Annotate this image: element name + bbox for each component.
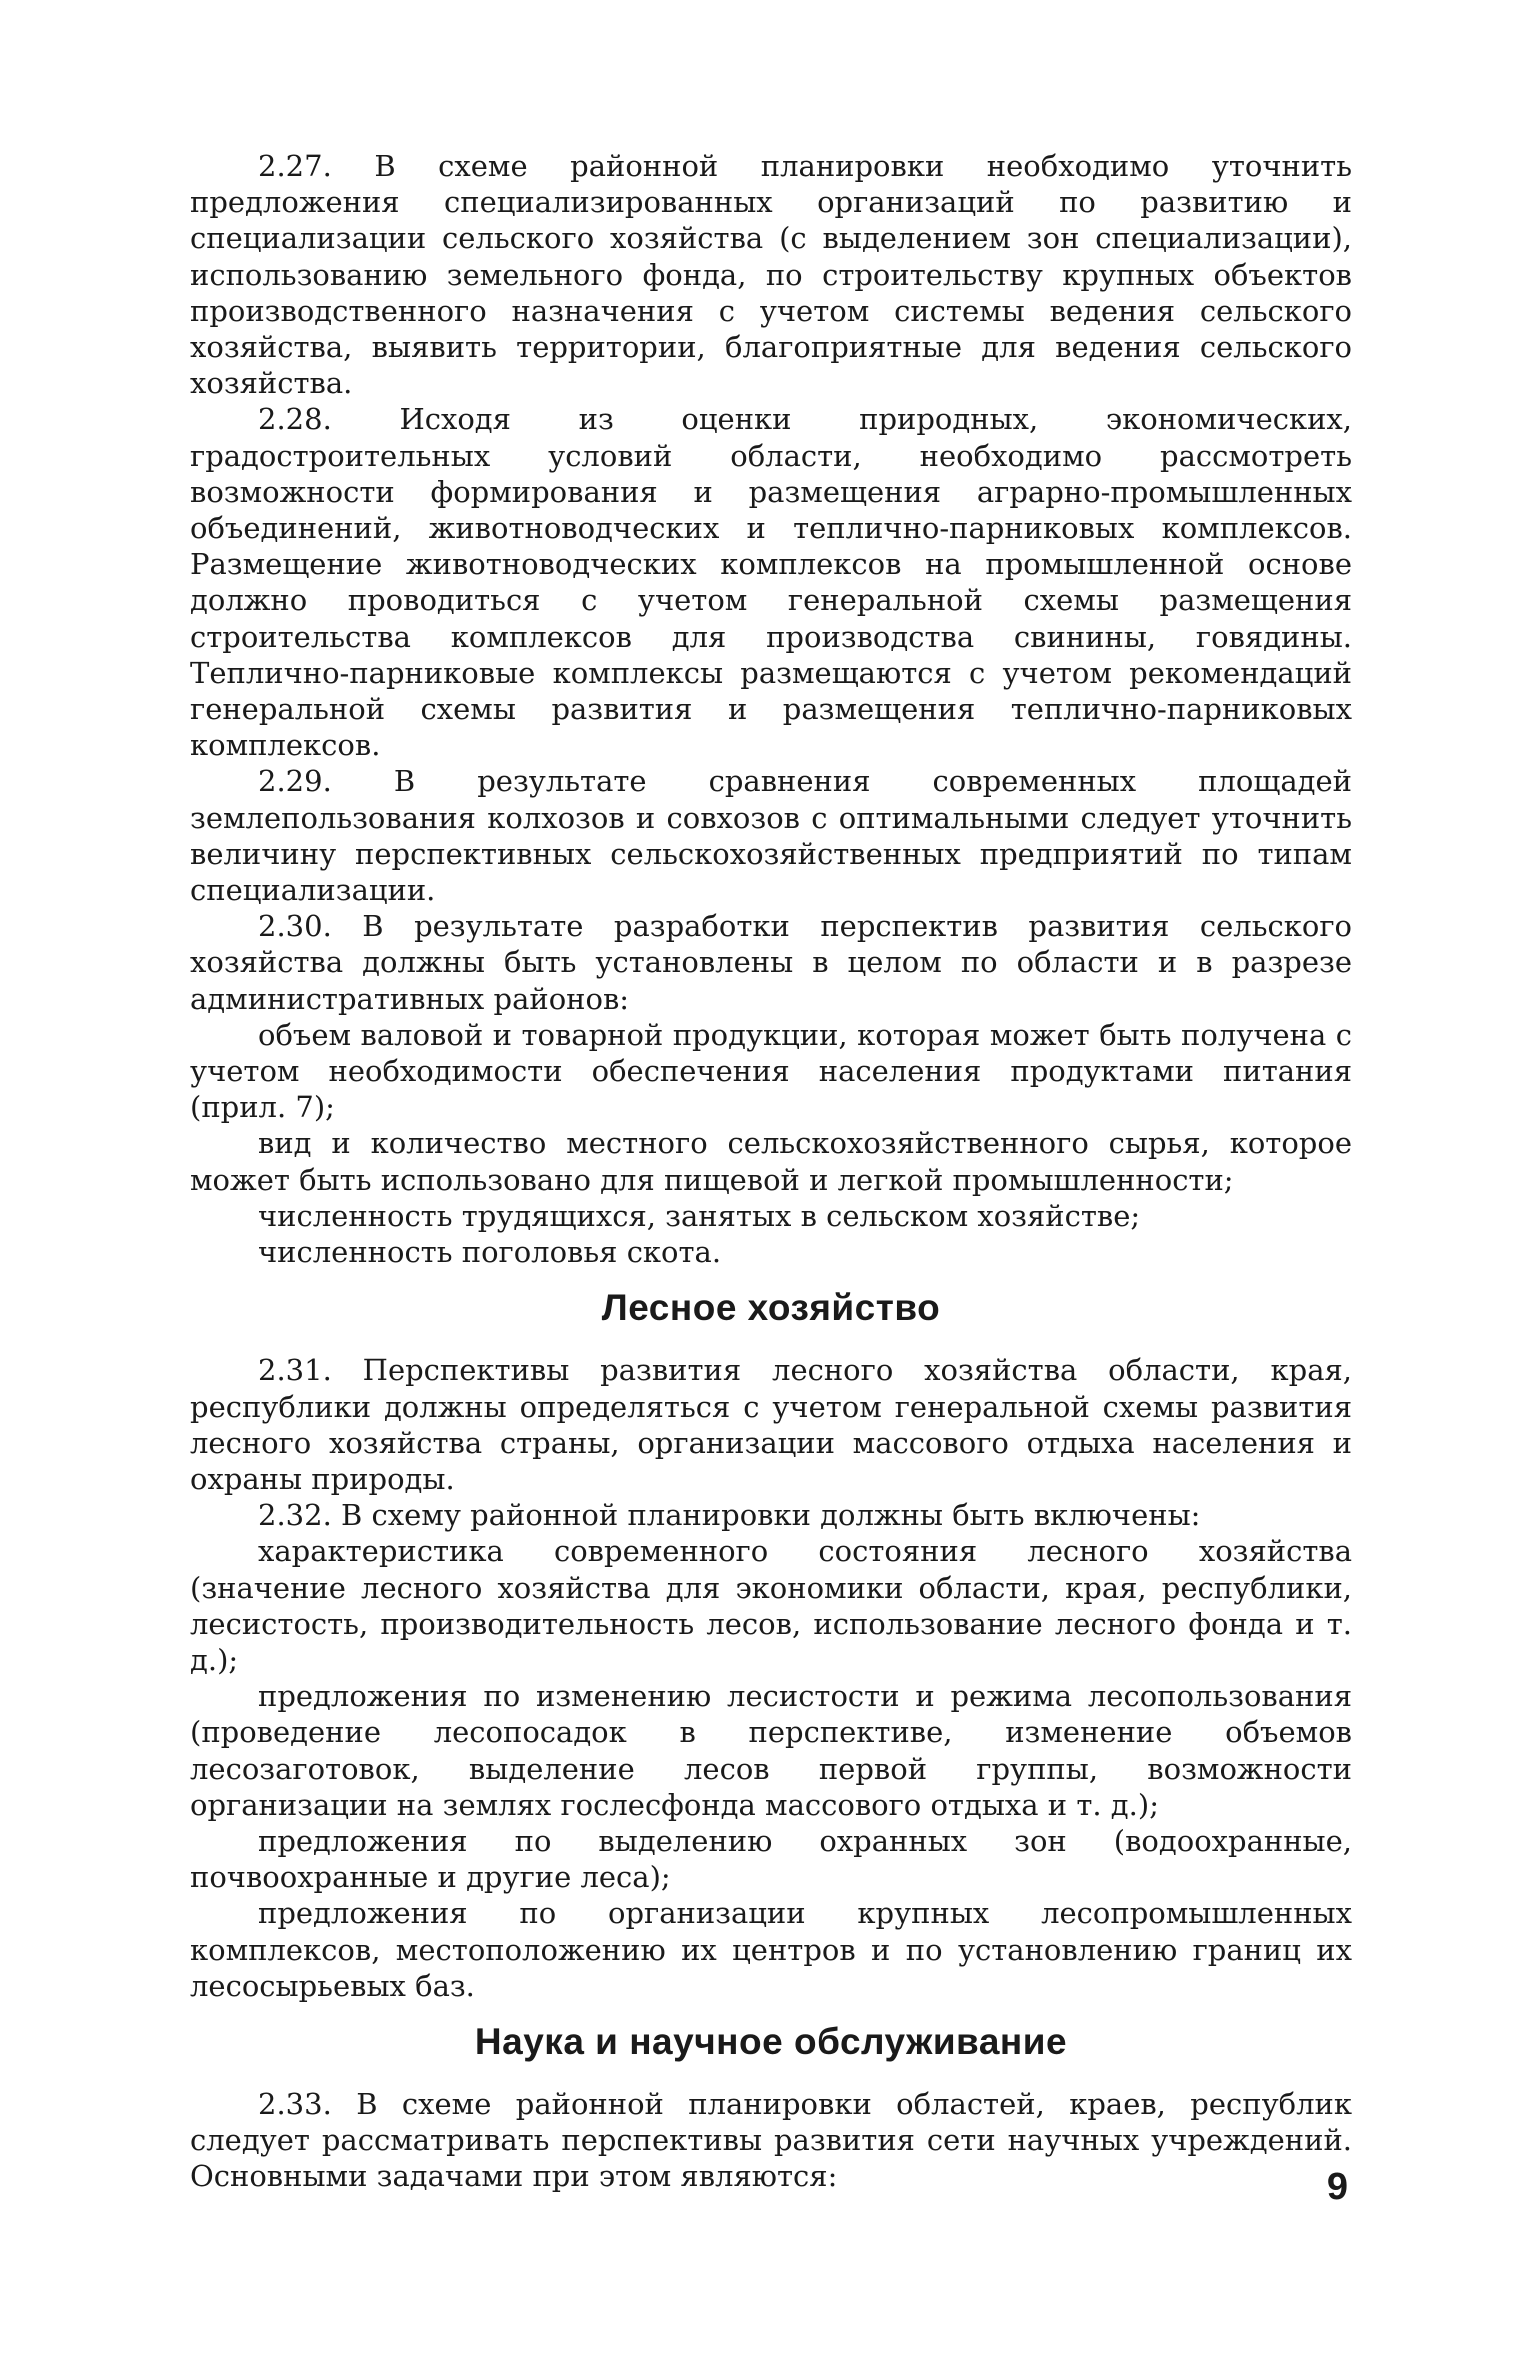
paragraph: 2.28. Исходя из оценки природных, экономических, градостроительных условий области, необходимо рассмотреть возможности формирования и размещения аграрно-промышленных объединений, животноводческих и тепличнo-парниковых комплексов. Размещение животноводческих комплексов на промышленной основе должно проводиться с учетом генеральной схемы размещения строительства комплексов для производства свинины, говядины. Теплично-парниковые комплексы размещаются с учетом рекомендаций генеральной схемы развития и размещения тепличнo-парниковых комплексов. <box>190 402 1352 763</box>
paragraph: 2.31. Перспективы развития лесного хозяйства области, края, республики должны определяться с учетом генеральной схемы развития лесного хозяйства страны, организации массового отдыха населения и охраны природы. <box>190 1353 1352 1496</box>
page-number: 9 <box>1326 2166 1348 2208</box>
paragraph: численность трудящихся, занятых в сельском хозяйстве; <box>258 1198 1141 1233</box>
paragraph: 2.33. В схеме районной планировки областей, краев, республик следует рассматривать перспективы развития сети научных учреждений. Основными задачами при этом являются: <box>190 2086 1352 2194</box>
paragraph: объем валовой и товарной продукции, которая может быть получена с учетом необходимости обеспечения населения продуктами питания (прил. 7); <box>190 1017 1352 1125</box>
paragraph: характеристика современного состояния лесного хозяйства (значение лесного хозяйства для экономики области, края, республики, лесистость, производительность лесов, использование лесного фонда и т. д.); <box>190 1534 1352 1677</box>
paragraph: предложения по выделению охранных зон (водоохранные, почвоохранные и другие леса); <box>190 1823 1352 1895</box>
paragraph: численность поголовья скота. <box>258 1235 722 1270</box>
section-heading: Лесное хозяйство <box>601 1287 941 1329</box>
paragraph: вид и количество местного сельскохозяйственного сырья, которое может быть использовано для пищевой и легкой промышленности; <box>190 1126 1352 1197</box>
paragraph: предложения по изменению лесистости и режима лесопользования (проведение лесопосадок в перспективе, изменение объемов лесозаготовок, выделение лесов первой группы, возможности организации на землях гослесфонда массового отдыха и т. д.); <box>190 1679 1352 1822</box>
paragraph: 2.29. В результате сравнения современных площадей землепользования колхозов и совхозов с оптимальными следует уточнить величину перспективных сельскохозяйственных предприятий по типам специализации. <box>190 764 1352 908</box>
paragraph: 2.32. В схему районной планировки должны быть включены: <box>258 1498 1201 1533</box>
page-body <box>190 148 1352 2195</box>
paragraph: 2.30. В результате разработки перспектив развития сельского хозяйства должны быть установлены в целом по области и в разрезе административных районов: <box>190 909 1352 1016</box>
section-heading: Наука и научное обслуживание <box>474 2020 1068 2062</box>
paragraph: предложения по организации крупных лесопромышленных комплексов, местоположению их центров и по установлению границ их лесосырьевых баз. <box>190 1896 1352 2003</box>
paragraph: 2.27. В схеме районной планировки необходимо уточнить предложения специализированных организаций по развитию и специализации сельского хозяйства (с выделением зон специализации), использованию земельного фонда, по строительству крупных объектов производственного назначения с учетом системы ведения сельского хозяйства, выявить территории, благоприятные для ведения сельского хозяйства. <box>190 149 1352 401</box>
